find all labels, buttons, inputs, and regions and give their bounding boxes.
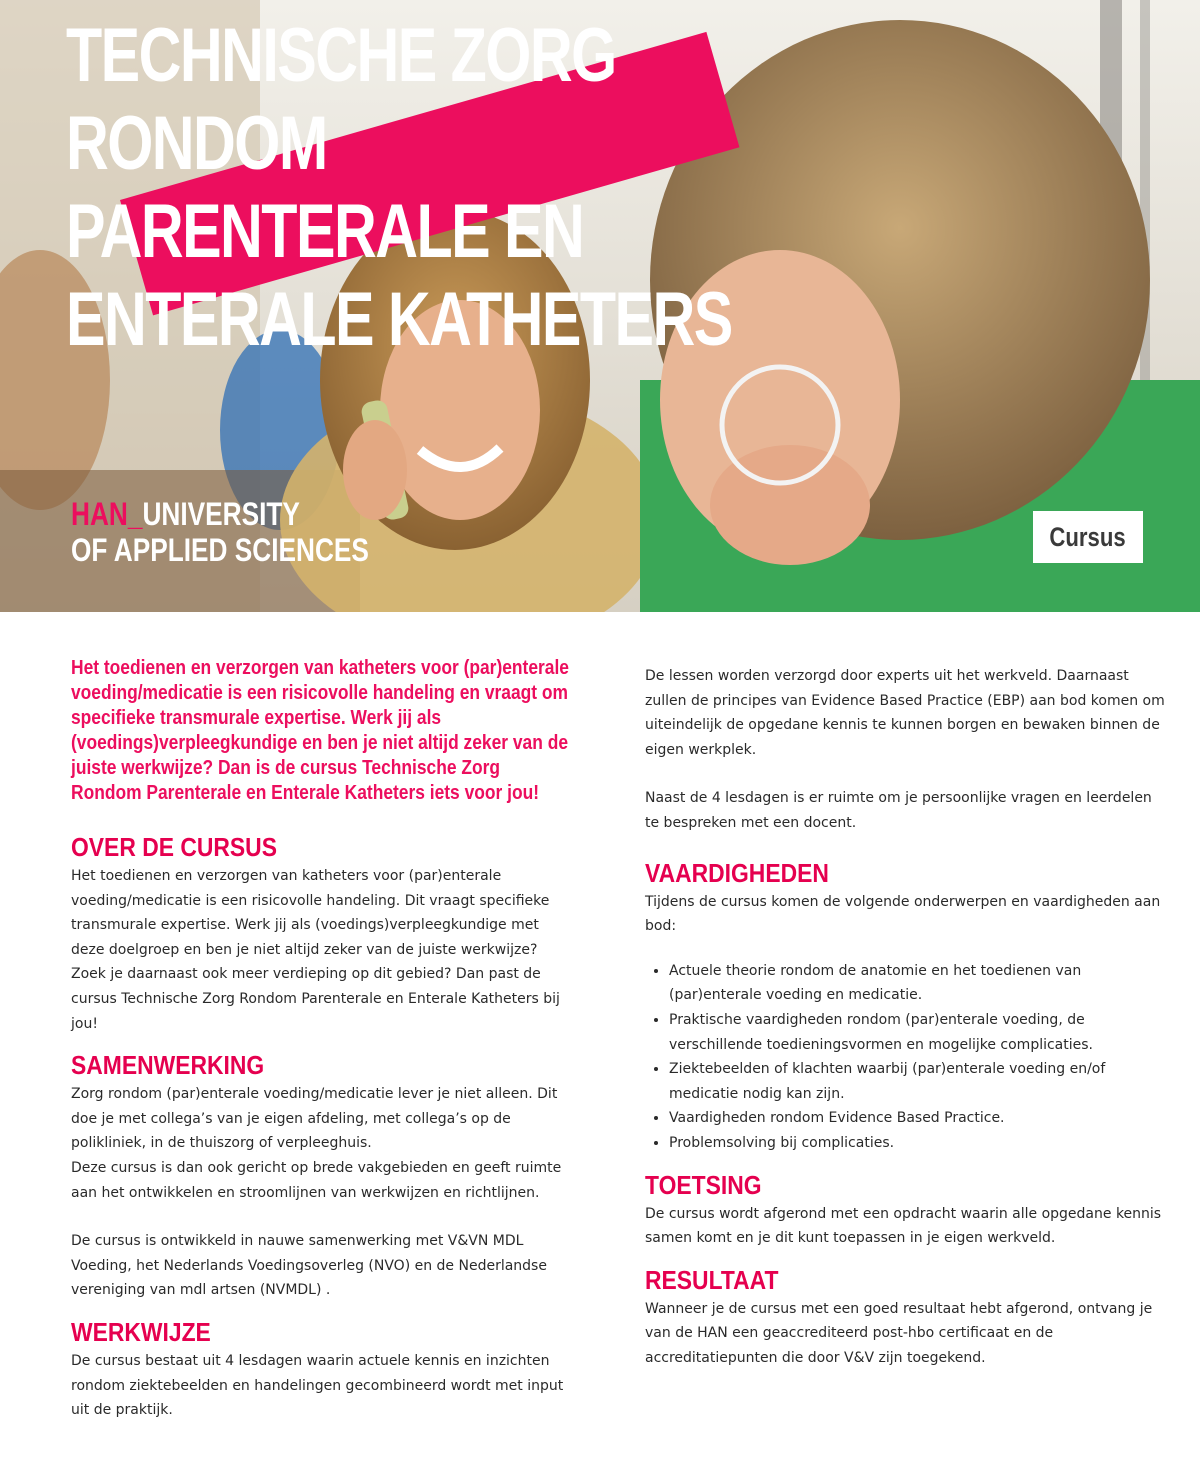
list-item: • Vaardigheden rondom Evidence Based Practice. — [669, 1106, 1165, 1131]
han-logo — [71, 496, 369, 568]
section-heading: RESULTAAT — [645, 1264, 779, 1295]
section-over — [71, 832, 571, 1036]
title-line: RONDOM — [66, 101, 327, 186]
section-text: Naast de 4 lesdagen is er ruimte om je persoonlijke vragen en leerdelen te bespreken met een docent. — [645, 790, 1152, 831]
section-heading: VAARDIGHEDEN — [645, 857, 829, 888]
list-item: • Problemsolving bij complicaties. — [669, 1131, 1165, 1156]
section-heading: OVER DE CURSUS — [71, 832, 277, 862]
logo-prefix: HAN_ — [71, 496, 143, 532]
section-werkwijze — [71, 1317, 571, 1423]
section-text: De cursus wordt afgerond met een opdracht waarin alle opgedane kennis samen komt en je dit kunt toepassen in je eigen werkveld. — [645, 1205, 1162, 1247]
section-text: De lessen worden verzorgd door experts uit het werkveld. Daarnaast zullen de principes van Evidence Based Practice (EBP) aan bod komen om uiteindelijk de opgedane kennis te kunnen borgen en bewaken binnen de eigen werkplek. — [645, 668, 1165, 758]
right-column — [645, 664, 1165, 1384]
logo-line2: OF APPLIED SCIENCES — [71, 532, 369, 568]
list-item: • Ziektebeelden of klachten waarbij (par)enterale voeding en/of medicatie nodig kan zijn. — [669, 1057, 1165, 1106]
section-text: Deze cursus is dan ook gericht op brede vakgebieden en geeft ruimte aan het ontwikkelen en stroomlijnen van werkwijzen en richtlijnen. — [71, 1159, 562, 1201]
section-text: Zorg rondom (par)enterale voeding/medicatie lever je niet alleen. Dit doe je met collega’s van je eigen afdeling, met collega’s op de polikliniek, in de thuiszorg of verpleeghuis. — [71, 1086, 558, 1152]
section-heading: SAMENWERKING — [71, 1050, 265, 1081]
section-text: De cursus is ontwikkeld in nauwe samenwerking met V&VN MDL Voeding, het Nederlands Voedingsoverleg (NVO) en de Nederlandse vereniging van mdl artsen (NVMDL) . — [71, 1233, 547, 1299]
left-column — [71, 656, 571, 1437]
section-heading: WERKWIJZE — [71, 1316, 211, 1347]
section-samenwerking — [71, 1050, 571, 1303]
section-heading: TOETSING — [645, 1169, 762, 1200]
title-line: ENTERALE KATHETERS — [66, 277, 732, 362]
section-resultaat — [645, 1265, 1165, 1371]
logo-line1: UNIVERSITY — [142, 496, 300, 532]
title-line: TECHNISCHE ZORG — [66, 13, 616, 98]
section-toetsing — [645, 1170, 1165, 1251]
list-item: • Praktische vaardigheden rondom (par)enterale voeding, de verschillende toedieningsvormen en mogelijke complicaties. — [669, 1008, 1165, 1057]
section-text: De cursus bestaat uit 4 lesdagen waarin actuele kennis en inzichten rondom ziektebeelden en handelingen gecombineerd wordt met input uit de praktijk. — [71, 1352, 564, 1419]
section-text: Wanneer je de cursus met een goed resultaat hebt afgerond, ontvang je van de HAN een geaccrediteerd post-hbo certificaat en de accreditatiepunten die door V&V zijn toegekend. — [645, 1300, 1153, 1366]
list-item: • Actuele theorie rondom de anatomie en het toedienen van (par)enterale voeding en medicatie. — [669, 959, 1165, 1008]
hero-banner — [0, 0, 1200, 612]
title-line: PARENTERALE EN — [66, 189, 584, 274]
section-werkwijze-continued — [645, 664, 1165, 836]
section-vaardigheden — [645, 858, 1165, 1156]
skills-list — [645, 959, 1165, 1156]
section-text: Het toedienen en verzorgen van katheters voor (par)enterale voeding/medicatie is een risicovolle handeling. Dit vraagt specifieke transmurale expertise. Werk jij als (voedings)verpleegkundige met deze doelgroep en ben je niet altijd zeker van de juiste werkwijze? Zoek je daarnaast ook meer verdieping op dit gebied? Dan past de cursus Technische Zorg Rondom Parenterale en Enterale Katheters bij jou! — [71, 868, 560, 1032]
page-title — [66, 12, 732, 364]
section-text: Tijdens de cursus komen de volgende onderwerpen en vaardigheden aan bod: — [645, 893, 1161, 935]
course-type-badge — [1033, 511, 1143, 563]
intro-text: Het toedienen en verzorgen van katheters voor (par)enterale voeding/medicatie is een risicovolle handeling en vraagt om specifieke transmurale expertise. Werk jij als (voedings)verpleegkundige en ben je niet altijd zeker van de juiste werkwijze? Dan is de cursus Technische Zorg Rondom Parenterale en Enterale Katheters iets voor jou! — [71, 657, 569, 804]
badge-label: Cursus — [1049, 521, 1127, 552]
